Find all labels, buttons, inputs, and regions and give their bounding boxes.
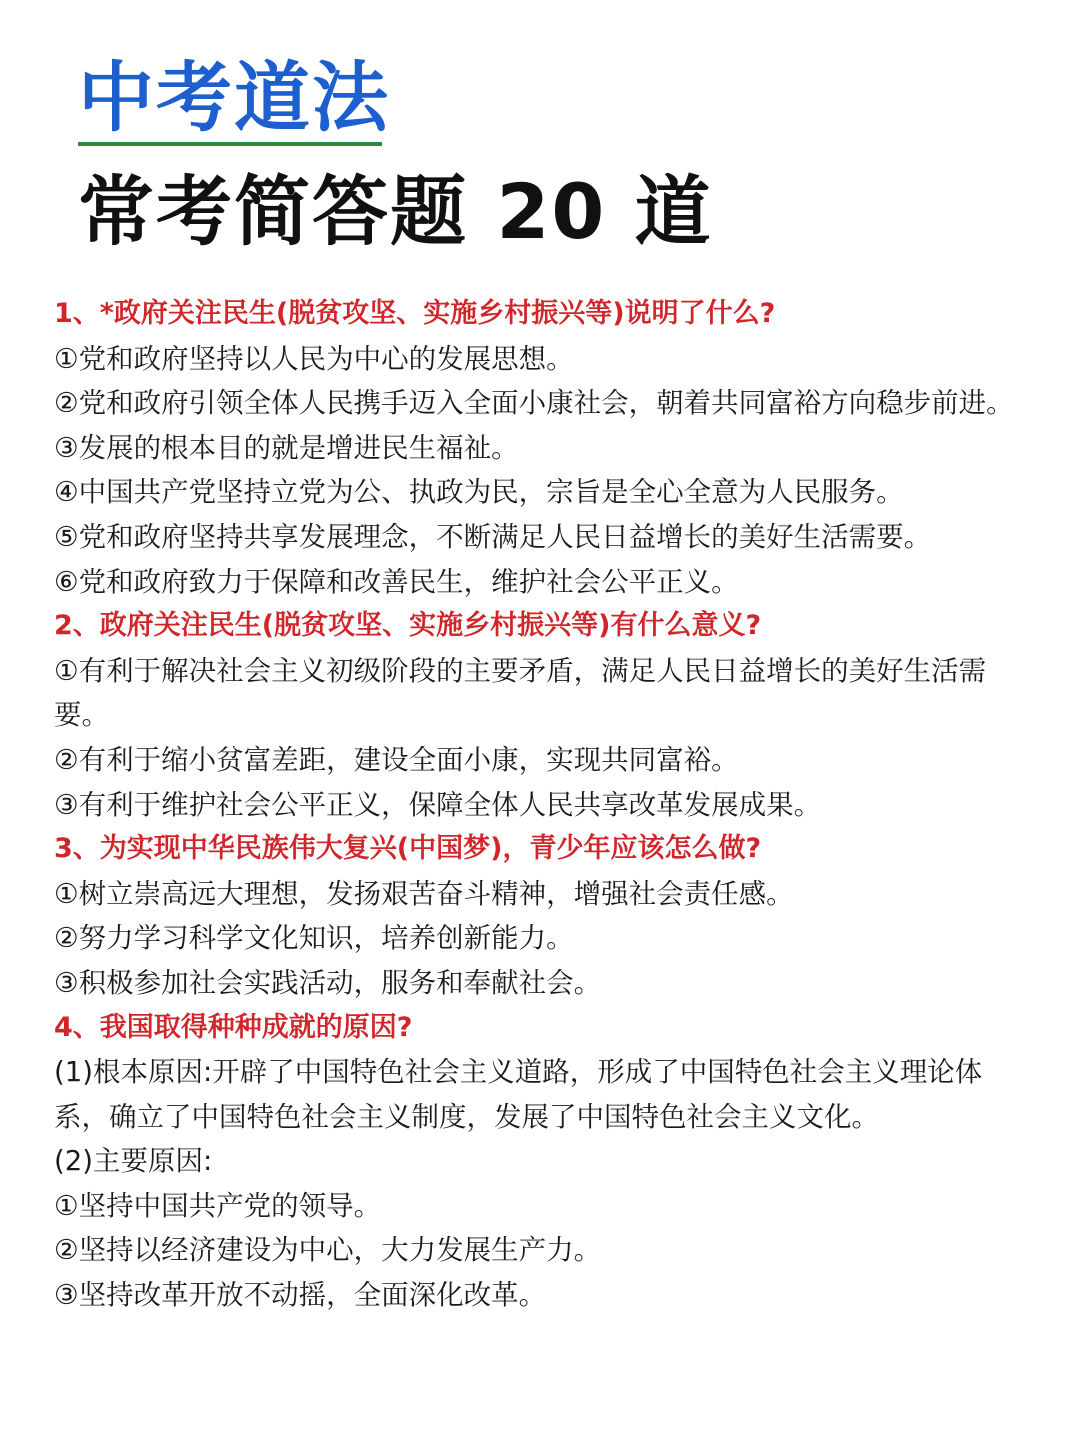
qa-section-2 bbox=[54, 604, 1024, 827]
question-heading: 3、为实现中华民族伟大复兴(中国梦)，青少年应该怎么做? bbox=[54, 833, 762, 865]
answer-item: ③坚持改革开放不动摇，全面深化改革。 bbox=[54, 1279, 547, 1312]
answer-item: ③积极参加社会实践活动，服务和奉献社会。 bbox=[54, 966, 602, 999]
answer-item: ②坚持以经济建设为中心，大力发展生产力。 bbox=[54, 1234, 602, 1267]
answer-item: (1)根本原因:开辟了中国特色社会主义道路，形成了中国特色社会主义理论体系，确立了中国特色社会主义制度，发展了中国特色社会主义文化。 bbox=[54, 1056, 983, 1133]
qa-section-3 bbox=[54, 827, 1024, 1005]
answer-item: (2)主要原因: bbox=[54, 1145, 213, 1178]
answer-item: ②党和政府引领全体人民携手迈入全面小康社会，朝着共同富裕方向稳步前进。 bbox=[54, 387, 1014, 420]
question-heading: 4、我国取得种种成就的原因? bbox=[54, 1011, 413, 1043]
page-title: 常考简答题 20 道 bbox=[78, 167, 713, 256]
answer-item: ③发展的根本目的就是增进民生福祉。 bbox=[54, 431, 519, 464]
title-underline bbox=[78, 142, 382, 146]
answer-item: ②有利于缩小贫富差距，建设全面小康，实现共同富裕。 bbox=[54, 743, 739, 776]
qa-section-1 bbox=[54, 292, 1024, 604]
answer-item: ⑤党和政府坚持共享发展理念，不断满足人民日益增长的美好生活需要。 bbox=[54, 520, 932, 553]
subject-title: 中考道法 bbox=[78, 53, 390, 142]
qa-content bbox=[54, 292, 1024, 1318]
answer-item: ①树立崇高远大理想，发扬艰苦奋斗精神，增强社会责任感。 bbox=[54, 877, 794, 910]
answer-item: ④中国共产党坚持立党为公、执政为民，宗旨是全心全意为人民服务。 bbox=[54, 476, 904, 509]
answer-item: ②努力学习科学文化知识，培养创新能力。 bbox=[54, 922, 574, 955]
answer-item: ⑥党和政府致力于保障和改善民生，维护社会公平正义。 bbox=[54, 565, 739, 598]
answer-item: ①坚持中国共产党的领导。 bbox=[54, 1189, 382, 1222]
question-heading: 1、*政府关注民生(脱贫攻坚、实施乡村振兴等)说明了什么? bbox=[54, 298, 776, 329]
question-heading: 2、政府关注民生(脱贫攻坚、实施乡村振兴等)有什么意义? bbox=[54, 610, 762, 642]
answer-item: ①有利于解决社会主义初级阶段的主要矛盾，满足人民日益增长的美好生活需要。 bbox=[54, 654, 987, 732]
header bbox=[78, 53, 1038, 256]
answer-item: ③有利于维护社会公平正义，保障全体人民共享改革发展成果。 bbox=[54, 788, 822, 821]
answer-item: ①党和政府坚持以人民为中心的发展思想。 bbox=[54, 342, 574, 375]
qa-section-4 bbox=[54, 1006, 1024, 1318]
